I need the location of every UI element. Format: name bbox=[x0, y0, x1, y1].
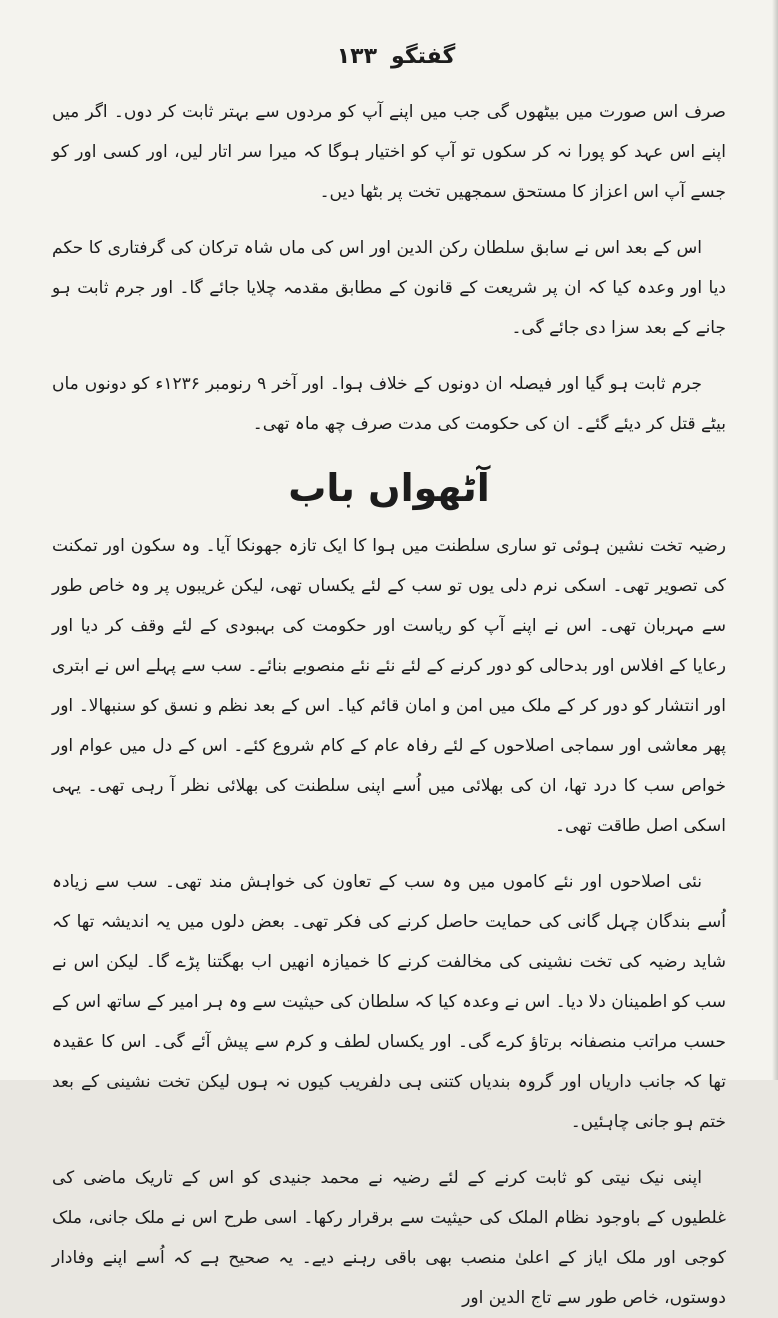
chapter-title: آٹھواں باب bbox=[288, 466, 490, 510]
paragraph: جرم ثابت ہو گیا اور فیصلہ ان دونوں کے خلاف ہوا۔ اور آخر ۹ رنومبر ۱۲۳۶ء کو دونوں ماں بیٹے قتل کر دیئے گئے۔ ان کی حکومت کی مدت صرف چھ ماہ تھی۔ bbox=[52, 374, 726, 434]
page-header bbox=[52, 40, 726, 74]
chapter-paragraph: اپنی نیک نیتی کو ثابت کرنے کے لئے رضیہ نے محمد جنیدی کو اس کے تاریک ماضی کی غلطیوں کے باوجود نظام الملک کی حیثیت سے برقرار رکھا۔ اسی طرح اس نے ملک جانی، ملک کوجی اور ملک ایاز کے اعلیٰ منصب بھی باقی رہنے دیے۔ یہ صحیح ہے کہ اُسے اپنے وفادار دوستوں، خاص طور سے تاج الدین اور bbox=[52, 1168, 726, 1308]
chapter-paragraph: نئی اصلاحوں اور نئے کاموں میں وہ سب کے تعاون کی خواہش مند تھی۔ سب سے زیادہ اُسے بندگان چہل گانی کی حمایت حاصل کرنے کی فکر تھی۔ بعض دلوں میں یہ اندیشہ تھا کہ شاید رضیہ کی تخت نشینی کی مخالفت کرنے کا خمیازہ انھیں اب بھگتنا پڑے گا۔ لیکن اس نے سب کو اطمینان دلا دیا۔ اس نے وعدہ کیا کہ سلطان کی حیثیت سے وہ ہر امیر کے ساتھ اس کے حسب مراتب منصفانہ برتاؤ کرے گی۔ اور یکساں لطف و کرم سے پیش آئے گی۔ اس کا عقیدہ تھا کہ جانب داریاں اور گروہ بندیاں کتنی ہی دلفریب کیوں نہ ہوں لیکن تخت نشینی کے بعد ختم ہو جانی چاہئیں۔ bbox=[52, 872, 726, 1132]
paragraph: اس کے بعد اس نے سابق سلطان رکن الدین اور اس کی ماں شاہ ترکان کی گرفتاری کا حکم دیا اور وعدہ کیا کہ ان پر شریعت کے قانون کے مطابق مقدمہ چلایا جائے گا۔ اور جرم ثابت ہو جانے کے بعد سزا دی جائے گی۔ bbox=[52, 238, 726, 338]
chapter-paragraph: رضیہ تخت نشین ہوئی تو ساری سلطنت میں ہوا کا ایک تازہ جھونکا آیا۔ وہ سکون اور تمکنت کی تصویر تھی۔ اسکی نرم دلی یوں تو سب کے لئے یکساں تھی، لیکن غریبوں پر وہ خاص طور سے مہربان تھی۔ اس نے اپنے آپ کو ریاست اور حکومت کی بہبودی کے لئے وقف کر دیا اور رعایا کے افلاس اور بدحالی کو دور کرنے کے لئے نئے نئے منصوبے بنائے۔ سب سے پہلے اس نے ابتری اور انتشار کو دور کر کے ملک میں امن و امان قائم کیا۔ اس کے بعد نظم و نسق کو سنبھالا۔ اور پھر معاشی اور سماجی اصلاحوں کے لئے رفاہ عام کے کام شروع کئے۔ اس کے دل میں عوام اور خواص سب کا درد تھا، ان کی بھلائی میں اُسے اپنی سلطنت کی بھلائی نظر آ رہی تھی۔ یہی اسکی اصل طاقت تھی۔ bbox=[52, 536, 726, 836]
paragraph: صرف اس صورت میں بیٹھوں گی جب میں اپنے آپ کو مردوں سے بہتر ثابت کر دوں۔ اگر میں اپنے اس عہد کو پورا نہ کر سکوں تو آپ کو اختیار ہوگا کہ میرا سر اتار لیں، اور کسی اور کو جسے آپ اس اعزاز کا مستحق سمجھیں تخت پر بٹھا دیں۔ bbox=[52, 102, 726, 202]
page-number: ۱۳۳ bbox=[336, 44, 378, 69]
header-title: گفتگو bbox=[391, 44, 456, 69]
